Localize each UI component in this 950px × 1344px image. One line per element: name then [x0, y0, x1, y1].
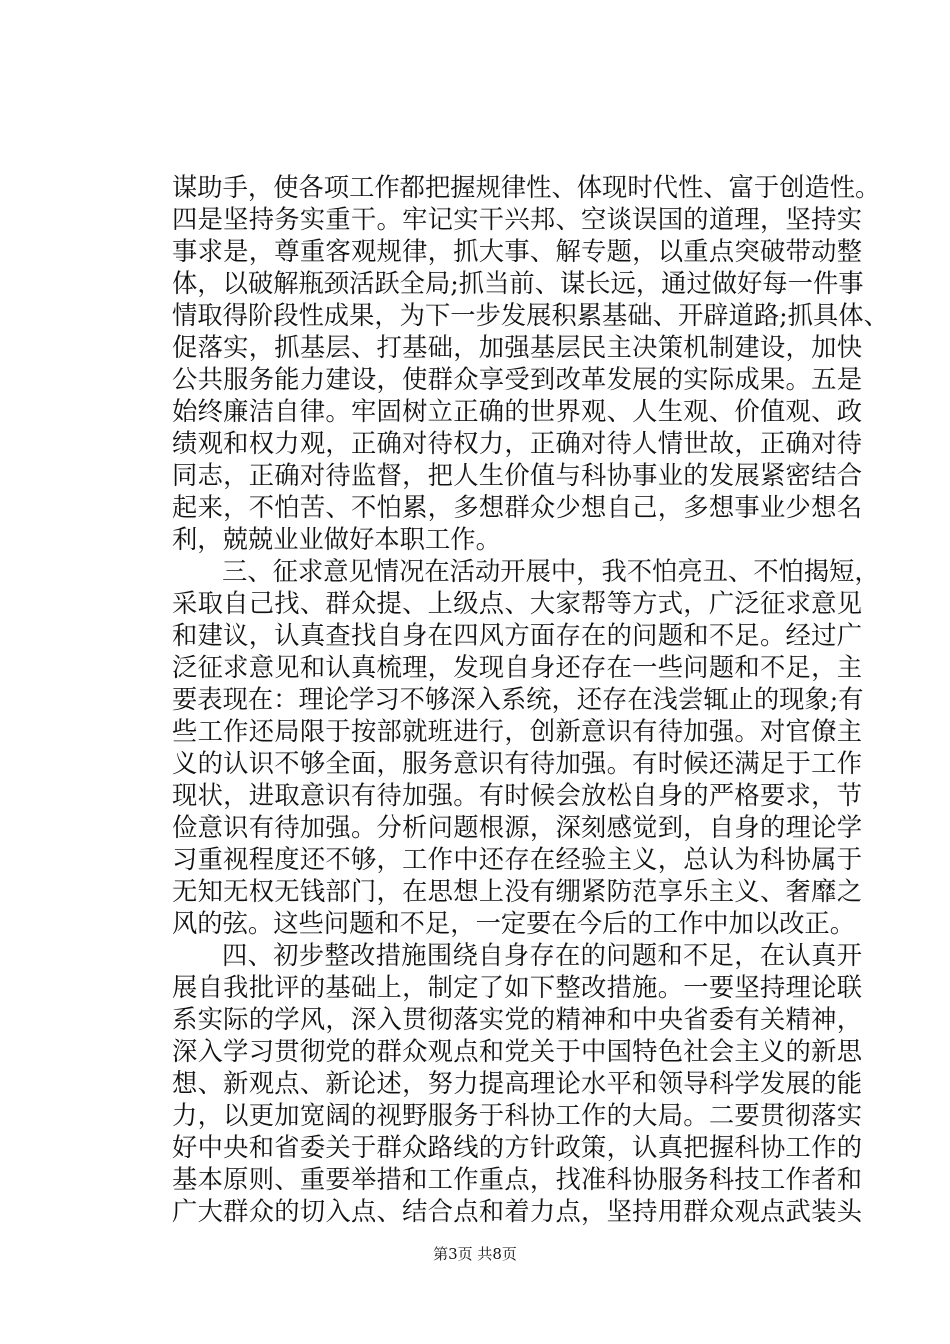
text-line: 风的弦。这些问题和不足，一定要在今后的工作中加以改正。 — [172, 909, 856, 938]
text-line: 和建议，认真查找自身在四风方面存在的问题和不足。经过广 — [172, 621, 862, 650]
page-footer: 第3页 共8页 — [433, 1245, 517, 1263]
text-line: 想、新观点、新论述，努力提高理论水平和领导科学发展的能 — [172, 1069, 862, 1098]
text-line: 三、征求意见情况在活动开展中，我不怕亮丑、不怕揭短， — [222, 557, 880, 586]
text-line: 公共服务能力建设，使群众享受到改革发展的实际成果。五是 — [172, 365, 862, 394]
text-line: 泛征求意见和认真梳理，发现自身还存在一些问题和不足，主 — [172, 653, 862, 682]
body-text — [172, 172, 889, 1228]
text-line: 情取得阶段性成果，为下一步发展积累基础、开辟道路;抓具体、 — [172, 301, 889, 330]
text-line: 习重视程度还不够，工作中还存在经验主义，总认为科协属于 — [172, 845, 862, 874]
text-line: 基本原则、重要举措和工作重点，找准科协服务科技工作者和 — [172, 1165, 862, 1194]
text-line: 些工作还局限于按部就班进行，创新意识有待加强。对官僚主 — [172, 717, 862, 746]
text-line: 绩观和权力观，正确对待权力，正确对待人情世故，正确对待 — [172, 429, 862, 458]
text-line: 深入学习贯彻党的群众观点和党关于中国特色社会主义的新思 — [172, 1037, 862, 1066]
text-line: 义的认识不够全面，服务意识有待加强。有时候还满足于工作 — [172, 749, 862, 778]
text-line: 俭意识有待加强。分析问题根源，深刻感觉到，自身的理论学 — [172, 813, 862, 842]
text-line: 四是坚持务实重干。牢记实干兴邦、空谈误国的道理，坚持实 — [172, 205, 862, 234]
text-line: 无知无权无钱部门，在思想上没有绷紧防范享乐主义、奢靡之 — [172, 877, 862, 906]
text-line: 系实际的学风，深入贯彻落实党的精神和中央省委有关精神， — [172, 1005, 862, 1034]
text-line: 展自我批评的基础上，制定了如下整改措施。一要坚持理论联 — [172, 973, 862, 1002]
text-line: 利，兢兢业业做好本职工作。 — [172, 525, 501, 554]
text-line: 好中央和省委关于群众路线的方针政策，认真把握科协工作的 — [172, 1133, 862, 1162]
text-line: 力，以更加宽阔的视野服务于科协工作的大局。二要贯彻落实 — [172, 1101, 862, 1130]
text-line: 促落实，抓基层、打基础，加强基层民主决策机制建设，加快 — [172, 333, 862, 362]
text-line: 采取自己找、群众提、上级点、大家帮等方式，广泛征求意见 — [172, 589, 862, 618]
text-line: 同志，正确对待监督，把人生价值与科协事业的发展紧密结合 — [172, 461, 862, 490]
text-line: 体，以破解瓶颈活跃全局;抓当前、谋长远，通过做好每一件事 — [172, 269, 864, 298]
text-line: 要表现在：理论学习不够深入系统，还存在浅尝辄止的现象;有 — [172, 685, 864, 714]
text-line: 起来，不怕苦、不怕累，多想群众少想自己，多想事业少想名 — [172, 493, 862, 522]
text-line: 广大群众的切入点、结合点和着力点，坚持用群众观点武装头 — [172, 1197, 862, 1226]
text-line: 始终廉洁自律。牢固树立正确的世界观、人生观、价值观、政 — [172, 397, 862, 426]
text-line: 谋助手，使各项工作都把握规律性、体现时代性、富于创造性。 — [172, 173, 881, 202]
text-line: 事求是，尊重客观规律，抓大事、解专题，以重点突破带动整 — [172, 237, 862, 266]
text-line: 现状，进取意识有待加强。有时候会放松自身的严格要求，节 — [172, 781, 862, 810]
text-line: 四、初步整改措施围绕自身存在的问题和不足，在认真开 — [222, 941, 862, 970]
